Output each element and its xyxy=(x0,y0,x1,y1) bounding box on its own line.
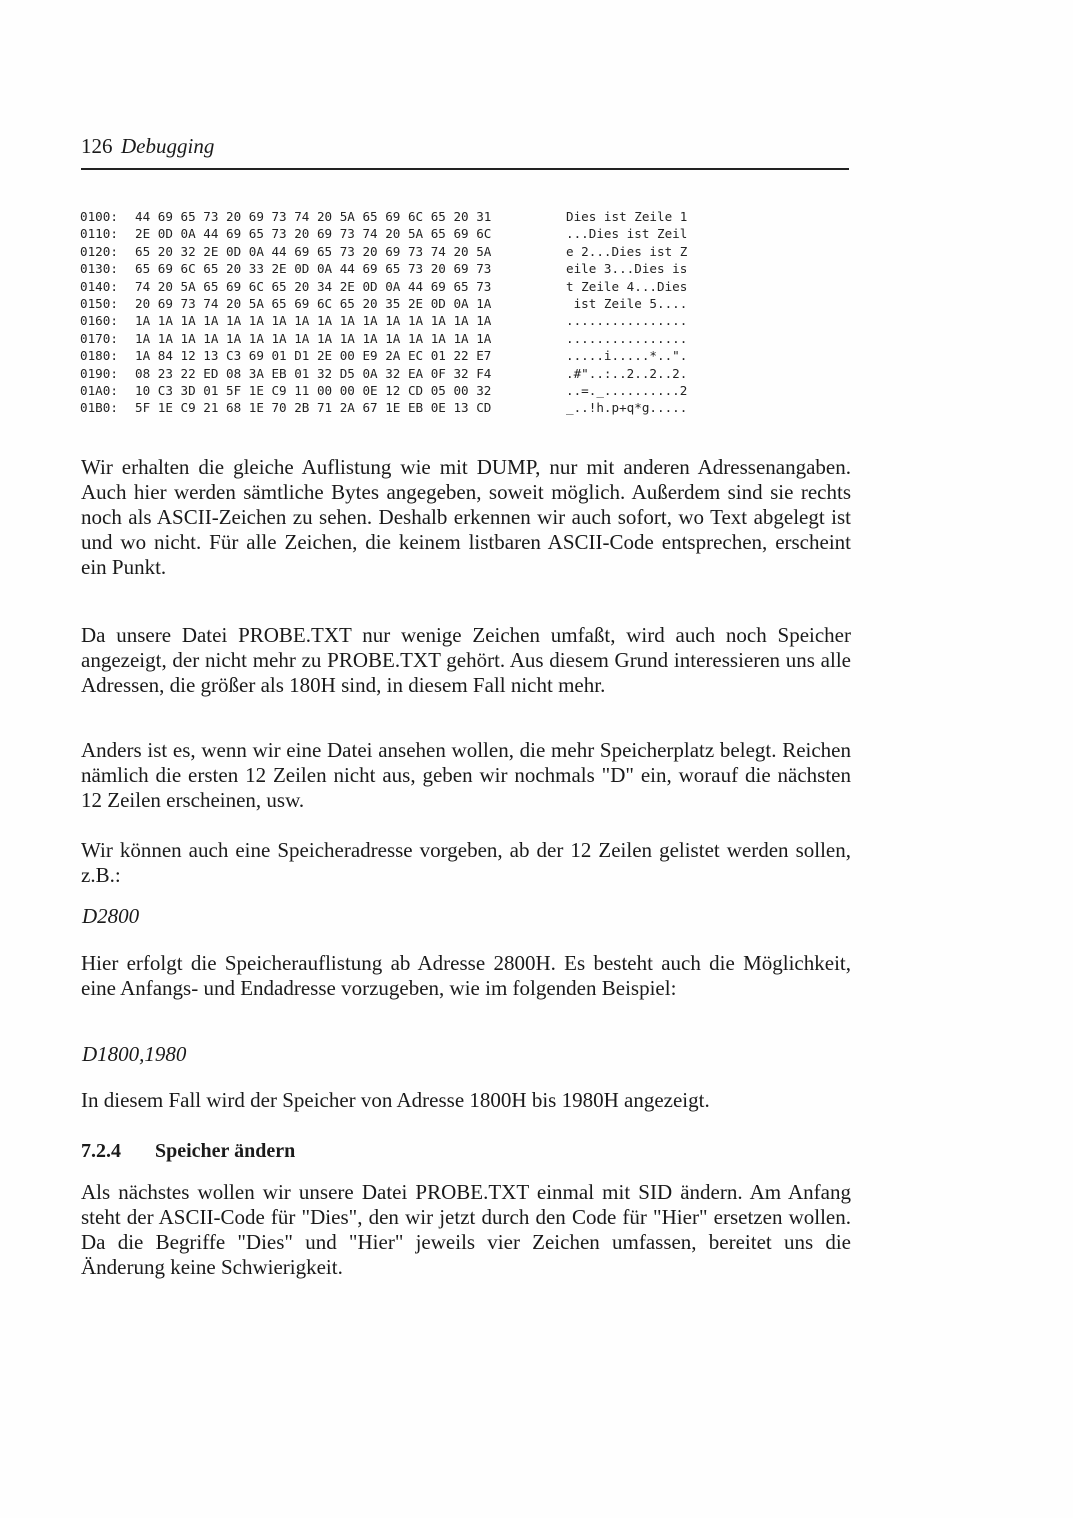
dump-address: 0150: xyxy=(80,296,118,312)
dump-address: 0170: xyxy=(80,330,118,346)
dump-address: 0120: xyxy=(80,243,118,259)
dump-row xyxy=(80,347,726,364)
dump-address: 01B0: xyxy=(80,400,118,416)
dump-address: 0180: xyxy=(80,348,118,364)
dump-row xyxy=(80,243,726,260)
dump-hex-bytes: 1A 1A 1A 1A 1A 1A 1A 1A 1A 1A 1A 1A 1A 1A 1A 1A xyxy=(135,313,492,329)
paragraph-text: In diesem Fall wird der Speicher von Adresse 1800H bis 1980H angezeigt. xyxy=(81,1088,710,1112)
paragraph-start-address xyxy=(81,838,851,888)
dump-row xyxy=(80,312,726,329)
dump-address: 0110: xyxy=(80,226,118,242)
dump-row xyxy=(80,365,726,382)
chapter-title: Debugging xyxy=(121,134,215,158)
paragraph-probe-txt xyxy=(81,623,851,698)
dump-ascii: t Zeile 4...Dies xyxy=(566,278,688,294)
dump-ascii: Dies ist Zeile 1 xyxy=(566,209,688,224)
section-number: 7.2.4 xyxy=(81,1140,121,1162)
paragraph-text: Wir können auch eine Speicheradresse vorgeben, ab der 12 Zeilen gelistet werden sollen, z.B.: xyxy=(81,838,851,887)
paragraph-change-memory xyxy=(81,1180,851,1280)
dump-ascii: .#"..:..2..2..2. xyxy=(566,365,688,381)
dump-address: 01A0: xyxy=(80,383,118,399)
paragraph-text: Da unsere Datei PROBE.TXT nur wenige Zeichen umfaßt, wird auch noch Speicher angezeigt, der nicht mehr zu PROBE.TXT gehört. Aus diesem Grund interessieren uns alle Adressen, die größer als 180H sind, in diesem Fall nicht mehr. xyxy=(81,623,851,697)
page-header xyxy=(81,132,849,170)
page-number: 126 xyxy=(81,134,113,158)
dump-address: 0160: xyxy=(80,313,118,329)
dump-hex-bytes: 5F 1E C9 21 68 1E 70 2B 71 2A 67 1E EB 0E 13 CD xyxy=(135,400,492,416)
dump-row xyxy=(80,278,726,295)
dump-row xyxy=(80,225,726,242)
paragraph-text: Anders ist es, wenn wir eine Datei ansehen wollen, die mehr Speicherplatz belegt. Reichen nämlich die ersten 12 Zeilen nicht aus, geben wir nochmals "D" ein, worauf die nächsten 12 Zeilen erscheinen, usw. xyxy=(81,738,851,812)
dump-row xyxy=(80,295,726,312)
dump-address: 0140: xyxy=(80,278,118,294)
paragraph-address-range xyxy=(81,951,851,1001)
section-heading xyxy=(81,1140,295,1163)
paragraph-dump-explanation xyxy=(81,455,851,580)
dump-hex-bytes: 08 23 22 ED 08 3A EB 01 32 D5 0A 32 EA 0F 32 F4 xyxy=(135,365,492,381)
dump-hex-bytes: 74 20 5A 65 69 6C 65 20 34 2E 0D 0A 44 69 65 73 xyxy=(135,278,492,294)
dump-address: 0100: xyxy=(80,209,118,224)
dump-ascii: e 2...Dies ist Z xyxy=(566,243,688,259)
dump-ascii: _..!h.p+q*g..... xyxy=(566,400,688,416)
dump-row xyxy=(80,260,726,277)
command-example-range: D1800,1980 xyxy=(82,1042,187,1066)
dump-hex-bytes: 20 69 73 74 20 5A 65 69 6C 65 20 35 2E 0D 0A 1A xyxy=(135,296,492,312)
dump-hex-bytes: 2E 0D 0A 44 69 65 73 20 69 73 74 20 5A 65 69 6C xyxy=(135,226,492,242)
paragraph-range-result xyxy=(81,1088,851,1113)
dump-ascii: ................ xyxy=(566,313,688,329)
dump-hex-bytes: 65 20 32 2E 0D 0A 44 69 65 73 20 69 73 74 20 5A xyxy=(135,243,492,259)
dump-hex-bytes: 1A 1A 1A 1A 1A 1A 1A 1A 1A 1A 1A 1A 1A 1A 1A 1A xyxy=(135,330,492,346)
dump-row xyxy=(80,208,726,225)
dump-hex-bytes: 44 69 65 73 20 69 73 74 20 5A 65 69 6C 65 20 31 xyxy=(135,209,492,224)
paragraph-text: Als nächstes wollen wir unsere Datei PROBE.TXT einmal mit SID ändern. Am Anfang steht der ASCII-Code für "Dies", den wir jetzt durch den Code für "Hier" ersetzen wollen. Da die Begriffe "Dies" und "Hier" jeweils vier Zeichen umfassen, bereitet uns die Änderung keine Schwierigkeit. xyxy=(81,1180,851,1279)
dump-ascii: ..=._..........2 xyxy=(566,383,688,399)
dump-ascii: ...Dies ist Zeil xyxy=(566,226,688,242)
dump-hex-bytes: 1A 84 12 13 C3 69 01 D1 2E 00 E9 2A EC 01 22 E7 xyxy=(135,348,492,364)
paragraph-more-memory xyxy=(81,738,851,813)
section-title: Speicher ändern xyxy=(155,1140,296,1162)
paragraph-text: Hier erfolgt die Speicherauflistung ab Adresse 2800H. Es besteht auch die Möglichkeit, eine Anfangs- und Endadresse vorzugeben, wie im folgenden Beispiel: xyxy=(81,951,851,1000)
dump-address: 0130: xyxy=(80,261,118,277)
dump-row xyxy=(80,382,726,399)
dump-row xyxy=(80,399,726,416)
paragraph-text: Wir erhalten die gleiche Auflistung wie mit DUMP, nur mit anderen Adressenangaben. Auch hier werden sämtliche Bytes angegeben, soweit möglich. Außerdem sind sie rechts noch als ASCII-Zeichen zu sehen. Deshalb erkennen wir auch sofort, wo Text abgelegt ist und wo nicht. Für alle Zeichen, die keinem listbaren ASCII-Code entsprechen, erscheint ein Punkt. xyxy=(81,455,851,579)
dump-row xyxy=(80,330,726,347)
dump-ascii: eile 3...Dies is xyxy=(566,261,688,277)
command-example-d2800: D2800 xyxy=(82,904,140,928)
dump-hex-bytes: 10 C3 3D 01 5F 1E C9 11 00 00 0E 12 CD 05 00 32 xyxy=(135,383,492,399)
memory-dump-listing xyxy=(80,208,726,417)
dump-address: 0190: xyxy=(80,365,118,381)
dump-ascii: .....i.....*..". xyxy=(566,348,688,364)
dump-hex-bytes: 65 69 6C 65 20 33 2E 0D 0A 44 69 65 73 20 69 73 xyxy=(135,261,492,277)
dump-ascii: ist Zeile 5.... xyxy=(566,296,688,312)
dump-ascii: ................ xyxy=(566,330,688,346)
